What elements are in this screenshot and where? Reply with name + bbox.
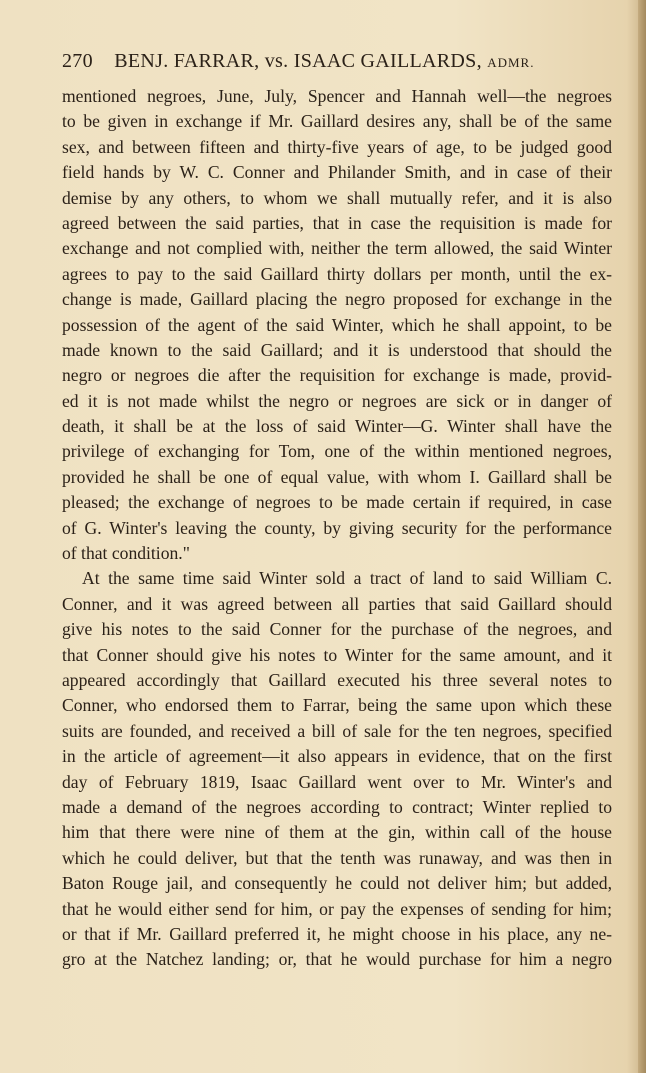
text-line: change is made, Gaillard placing the negro proposed for exchange in the — [62, 289, 612, 310]
page-edge — [638, 0, 646, 1073]
text-line: him that there were nine of them at the gin, within call of the house — [62, 822, 612, 843]
paragraph-start-line: At the same time said Winter sold a tract of land to said William C. — [82, 568, 612, 589]
text-line: that he would either send for him, or pay the expenses of sending for him; — [62, 898, 612, 919]
text-line: Conner, who endorsed them to Farrar, being the same upon which these — [62, 695, 612, 716]
text-line: provided he shall be one of equal value, with whom I. Gaillard shall be — [62, 466, 612, 487]
running-header — [62, 50, 622, 73]
text-line: to be given in exchange if Mr. Gaillard desires any, shall be of the same — [62, 111, 612, 132]
header-title: BENJ. FARRAR, vs. ISAAC GAILLARDS, — [114, 50, 482, 72]
text-line: negro or negroes die after the requisition for exchange is made, provid- — [62, 365, 612, 386]
text-line: give his notes to the said Conner for the purchase of the negroes, and — [62, 619, 612, 640]
text-line: of G. Winter's leaving the county, by giving security for the performance — [62, 517, 612, 538]
text-line: suits are founded, and received a bill of sale for the ten negroes, specified — [62, 720, 612, 741]
page-number: 270 — [62, 50, 93, 72]
text-line: which he could deliver, but that the tenth was runaway, and was then in — [62, 847, 612, 868]
text-line: Baton Rouge jail, and consequently he could not deliver him; but added, — [62, 873, 612, 894]
text-line: agreed between the said parties, that in case the requisition is made for — [62, 212, 612, 233]
text-line: of that condition." — [62, 543, 190, 564]
text-line: day of February 1819, Isaac Gaillard went over to Mr. Winter's and — [62, 771, 612, 792]
text-line: or that if Mr. Gaillard preferred it, he might choose in his place, any ne- — [62, 923, 612, 944]
text-line: gro at the Natchez landing; or, that he would purchase for him a negro — [62, 949, 612, 970]
text-line: sex, and between fifteen and thirty-five years of age, to be judged good — [62, 136, 612, 157]
text-line: agrees to pay to the said Gaillard thirty dollars per month, until the ex- — [62, 263, 612, 284]
header-suffix: ADMR. — [487, 55, 535, 70]
text-line: mentioned negroes, June, July, Spencer and Hannah well—the negroes — [62, 86, 612, 106]
text-line: death, it shall be at the loss of said Winter—G. Winter shall have the — [62, 416, 612, 437]
text-line: Conner, and it was agreed between all parties that said Gaillard should — [62, 593, 612, 614]
text-line: pleased; the exchange of negroes to be made certain if required, in case — [62, 492, 612, 513]
text-line: that Conner should give his notes to Winter for the same amount, and it — [62, 644, 612, 665]
text-line: ed it is not made whilst the negro or negroes are sick or in danger of — [62, 390, 612, 411]
text-line: appeared accordingly that Gaillard executed his three several notes to — [62, 669, 612, 690]
text-line: made known to the said Gaillard; and it is understood that should the — [62, 339, 612, 360]
text-line: exchange and not complied with, neither the term allowed, the said Winter — [62, 238, 612, 259]
text-line: in the article of agreement—it also appears in evidence, that on the first — [62, 746, 612, 767]
text-line: possession of the agent of the said Winter, which he shall appoint, to be — [62, 314, 612, 335]
text-line: demise by any others, to whom we shall mutually refer, and it is also — [62, 187, 612, 208]
text-line: field hands by W. C. Conner and Philander Smith, and in case of their — [62, 162, 612, 183]
body-text — [62, 84, 612, 973]
text-line: made a demand of the negroes according to contract; Winter replied to — [62, 796, 612, 817]
text-line: privilege of exchanging for Tom, one of the within mentioned negroes, — [62, 441, 612, 462]
